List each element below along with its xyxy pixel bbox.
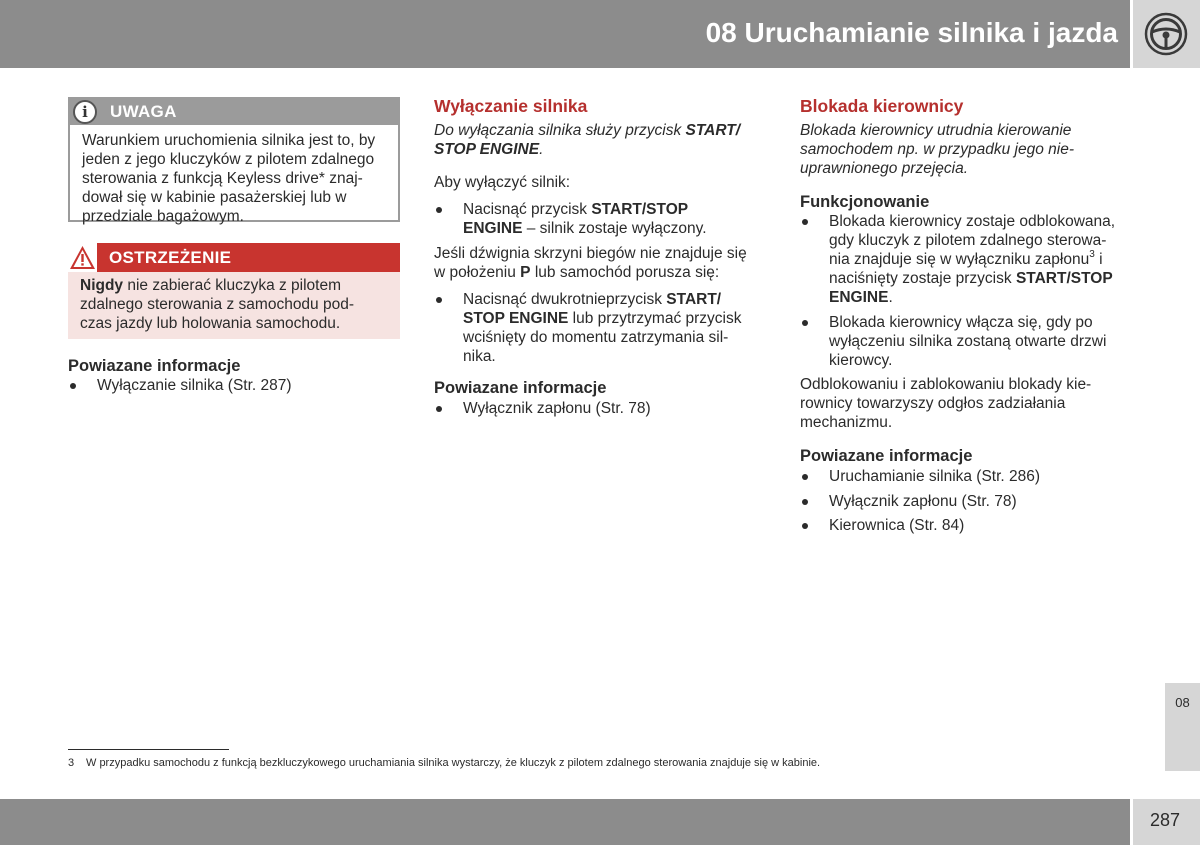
intro-bold: START/ <box>685 122 741 139</box>
bullet-item <box>434 200 764 238</box>
intro-line: Blokada kierownicy utrudnia kierowanie <box>800 122 1072 139</box>
intro-bold: STOP ENGINE <box>434 141 540 158</box>
note-box <box>68 97 400 225</box>
bullet-text: . <box>888 289 893 306</box>
intro-text: . <box>539 141 544 158</box>
warning-line: nie zabierać kluczyka z pilotem <box>123 277 342 294</box>
paragraph-line: Odblokowaniu i zablokowaniu blokady kie- <box>800 376 1092 393</box>
footnote-text: W przypadku samochodu z funkcją bezkluczykowego uruchamiania silnika wystarczy, że kluczyk z pilotem zdalnego sterowania znajduje się w kabinie. <box>86 757 821 769</box>
intro-text: Do wyłączania silnika służy przycisk <box>434 122 686 139</box>
bullet-line: nika. <box>463 348 496 365</box>
paragraph-text: lub samochód porusza się: <box>530 264 720 281</box>
related-list <box>434 399 764 418</box>
warning-bold-word: Nigdy <box>80 277 124 294</box>
bullet-item <box>800 313 1140 370</box>
bullet-bold: START/ <box>666 291 722 308</box>
note-label: UWAGA <box>110 102 177 121</box>
intro-line: samochodem np. w przypadku jego nie- <box>800 141 1074 158</box>
footnote-divider <box>68 749 229 750</box>
bullet-list <box>434 200 764 238</box>
bullet-bold: ENGINE <box>829 289 889 306</box>
page-footer <box>0 799 1130 845</box>
related-list <box>800 467 1135 535</box>
bullet-item <box>434 290 764 366</box>
chapter-header <box>0 0 1130 68</box>
related-link[interactable]: Wyłączanie silnika (Str. 287) <box>68 376 400 395</box>
section-intro <box>434 121 764 159</box>
warning-icon-box <box>68 243 97 272</box>
related-link[interactable]: Uruchamianie silnika (Str. 286) <box>800 467 1135 486</box>
chapter-icon-box <box>1133 0 1200 68</box>
bullet-line: kierowcy. <box>829 352 893 369</box>
paragraph <box>800 375 1135 432</box>
related-link[interactable]: Wyłącznik zapłonu (Str. 78) <box>800 492 1135 511</box>
related-list <box>68 376 400 395</box>
bullet-line: wciśnięty do momentu zatrzymania sil- <box>463 329 729 346</box>
note-line: sterowania z funkcją Keyless drive* znaj- <box>82 170 363 187</box>
bullet-text: – silnik zostaje wyłączony. <box>522 220 707 237</box>
related-heading: Powiazane informacje <box>800 447 973 465</box>
bullet-text: i <box>1094 251 1103 268</box>
chapter-side-tab[interactable] <box>1165 683 1200 771</box>
footnote <box>68 756 820 770</box>
bullet-text: nia znajduje się w wyłączniku zapłonu <box>829 251 1090 268</box>
sub-heading: Funkcjonowanie <box>800 193 930 211</box>
section-title: Wyłączanie silnika <box>434 96 588 116</box>
bullet-list <box>434 290 764 366</box>
paragraph: Aby wyłączyć silnik: <box>434 174 571 191</box>
warning-line: zdalnego sterowania z samochodu pod- <box>80 296 355 313</box>
note-line: dował się w kabinie pasażerskiej lub w <box>82 189 347 206</box>
related-heading: Powiazane informacje <box>68 357 241 375</box>
footnote-number: 3 <box>68 757 75 769</box>
warning-line: czas jazdy lub holowania samochodu. <box>80 315 341 332</box>
bullet-bold: START/STOP <box>1015 270 1113 287</box>
intro-line: uprawnionego przejęcia. <box>800 160 969 177</box>
warning-box <box>68 243 400 339</box>
bullet-list <box>800 212 1140 370</box>
paragraph-line: rownicy towarzyszy odgłos zadziałania <box>800 395 1066 412</box>
bullet-line: wyłączeniu silnika zostaną otwarte drzwi <box>829 333 1107 350</box>
warning-text <box>68 272 400 333</box>
bullet-text: Nacisnąć przycisk <box>463 201 592 218</box>
related-link[interactable]: Wyłącznik zapłonu (Str. 78) <box>434 399 764 418</box>
warning-label: OSTRZEŻENIE <box>109 248 232 267</box>
bullet-item <box>800 212 1140 307</box>
note-line: jeden z jego kluczyków z pilotem zdalnego <box>82 151 375 168</box>
warning-triangle-icon <box>69 245 96 270</box>
bullet-bold: ENGINE <box>463 220 523 237</box>
bullet-text: Nacisnąć dwukrotnieprzycisk <box>463 291 667 308</box>
info-icon: i <box>73 100 97 124</box>
chapter-title: 08 Uruchamianie silnika i jazda <box>705 17 1118 48</box>
paragraph-text: w położeniu <box>434 264 521 281</box>
page-number: 287 <box>1149 810 1181 830</box>
bullet-line: Blokada kierownicy zostaje odblokowana, <box>829 213 1116 230</box>
section-title: Blokada kierownicy <box>800 96 964 116</box>
warning-header <box>68 243 400 272</box>
note-line: przedziale bagażowym. <box>82 208 244 225</box>
related-heading: Powiazane informacje <box>434 379 607 397</box>
note-text <box>70 125 398 226</box>
bullet-line: gdy kluczyk z pilotem zdalnego sterowa- <box>829 232 1107 249</box>
paragraph <box>434 244 764 282</box>
note-header <box>70 99 398 125</box>
footnote-ref[interactable]: 3 <box>1089 248 1095 260</box>
paragraph-line: mechanizmu. <box>800 414 893 431</box>
paragraph-line: Jeśli dźwignia skrzyni biegów nie znajduje się <box>434 245 747 262</box>
steering-wheel-icon <box>1144 12 1188 56</box>
page-number-box <box>1133 799 1200 845</box>
note-line: Warunkiem uruchomienia silnika jest to, by <box>82 132 376 149</box>
paragraph-bold: P <box>520 264 531 281</box>
bullet-text: lub przytrzymać przycisk <box>568 310 742 327</box>
related-link[interactable]: Kierownica (Str. 84) <box>800 516 1135 535</box>
section-intro <box>800 121 1135 178</box>
chapter-tab-label: 08 <box>1175 695 1190 710</box>
bullet-text: naciśnięty zostaje przycisk <box>829 270 1016 287</box>
bullet-bold: START/STOP <box>591 201 689 218</box>
bullet-bold: STOP ENGINE <box>463 310 569 327</box>
bullet-line: Blokada kierownicy włącza się, gdy po <box>829 314 1093 331</box>
